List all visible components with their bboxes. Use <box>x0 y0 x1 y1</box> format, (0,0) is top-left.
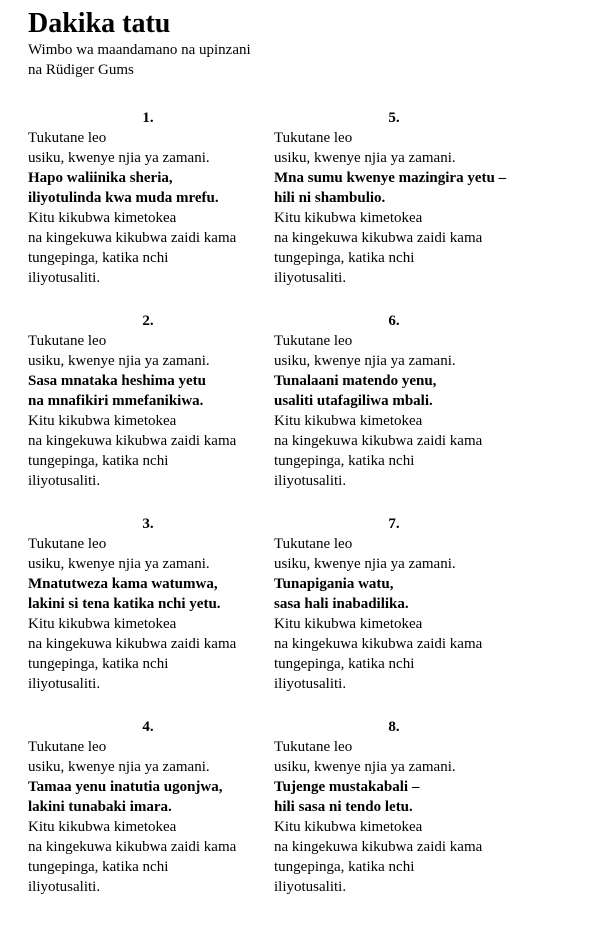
verse-number: 3. <box>142 516 154 532</box>
verse-line: Tukutane leo <box>28 536 107 552</box>
verse-line-bold: usaliti utafagiliwa mbali. <box>274 393 433 409</box>
verse <box>28 717 274 897</box>
verse <box>28 108 274 288</box>
verse-line-bold: lakini tunabaki imara. <box>28 799 172 815</box>
verse-line: usiku, kwenye njia ya zamani. <box>28 556 210 572</box>
verse <box>28 311 274 491</box>
verse-line: Kitu kikubwa kimetokea <box>28 210 177 226</box>
verse-line: Tukutane leo <box>28 739 107 755</box>
verse-line: Kitu kikubwa kimetokea <box>28 616 177 632</box>
verse-line: Tukutane leo <box>28 130 107 146</box>
verse-line-bold: Sasa mnataka heshima yetu <box>28 373 206 389</box>
verse-line-bold: Tunapigania watu, <box>274 576 394 592</box>
song-subtitle <box>28 40 588 80</box>
lyrics-page <box>28 8 588 895</box>
verse-line: tungepinga, katika nchi <box>28 250 169 266</box>
verse-line: Kitu kikubwa kimetokea <box>28 413 177 429</box>
verse <box>274 514 520 694</box>
song-title: Dakika tatu <box>28 8 171 39</box>
verse <box>274 108 520 288</box>
verse-line: usiku, kwenye njia ya zamani. <box>28 150 210 166</box>
verse <box>28 514 274 694</box>
verse-line-bold: iliyotulinda kwa muda mrefu. <box>28 190 219 206</box>
verse-number: 7. <box>388 516 400 532</box>
verse-line: na kingekuwa kikubwa zaidi kama <box>274 433 483 449</box>
subtitle-description: Wimbo wa maandamano na upinzani <box>28 42 251 58</box>
verse-line: tungepinga, katika nchi <box>274 250 415 266</box>
verse-line: Kitu kikubwa kimetokea <box>274 210 423 226</box>
verse-line: tungepinga, katika nchi <box>28 859 169 875</box>
verse-line: usiku, kwenye njia ya zamani. <box>28 353 210 369</box>
verse-number: 2. <box>142 313 154 329</box>
subtitle-author: na Rüdiger Gums <box>28 62 134 78</box>
verse-line-bold: Tamaa yenu inatutia ugonjwa, <box>28 779 223 795</box>
verse-line: tungepinga, katika nchi <box>274 859 415 875</box>
verse-line: Kitu kikubwa kimetokea <box>274 616 423 632</box>
verse-line: Kitu kikubwa kimetokea <box>274 819 423 835</box>
verse-line: tungepinga, katika nchi <box>28 656 169 672</box>
verse-line: Tukutane leo <box>274 739 353 755</box>
verse-line: na kingekuwa kikubwa zaidi kama <box>28 636 237 652</box>
verse-number: 1. <box>142 110 154 126</box>
verse-line: iliyotusaliti. <box>28 473 101 489</box>
verse-line: tungepinga, katika nchi <box>274 656 415 672</box>
verse-line: usiku, kwenye njia ya zamani. <box>274 353 456 369</box>
verse-line: tungepinga, katika nchi <box>274 453 415 469</box>
verse-number: 5. <box>388 110 400 126</box>
verse-line: Kitu kikubwa kimetokea <box>274 413 423 429</box>
verse-line: iliyotusaliti. <box>28 270 101 286</box>
verse-line: usiku, kwenye njia ya zamani. <box>274 556 456 572</box>
verse <box>274 311 520 491</box>
verse-line: na kingekuwa kikubwa zaidi kama <box>28 839 237 855</box>
verse-line-bold: Hapo waliinika sheria, <box>28 170 173 186</box>
verse-line: iliyotusaliti. <box>274 879 347 895</box>
verse-line: Tukutane leo <box>28 333 107 349</box>
verse-line: Tukutane leo <box>274 130 353 146</box>
verse-line-bold: Mna sumu kwenye mazingira yetu – <box>274 170 507 186</box>
verse-line: tungepinga, katika nchi <box>28 453 169 469</box>
verse-line-bold: hili sasa ni tendo letu. <box>274 799 413 815</box>
verse-line: Kitu kikubwa kimetokea <box>28 819 177 835</box>
verse-line: usiku, kwenye njia ya zamani. <box>28 759 210 775</box>
verse-line-bold: Mnatutweza kama watumwa, <box>28 576 218 592</box>
verse-number: 6. <box>388 313 400 329</box>
verse-line-bold: lakini si tena katika nchi yetu. <box>28 596 221 612</box>
verse-line: na kingekuwa kikubwa zaidi kama <box>28 230 237 246</box>
verse-line: Tukutane leo <box>274 536 353 552</box>
verse-line: na kingekuwa kikubwa zaidi kama <box>274 839 483 855</box>
verse-number: 8. <box>388 719 400 735</box>
verse-line-bold: sasa hali inabadilika. <box>274 596 409 612</box>
verse-line: iliyotusaliti. <box>274 473 347 489</box>
verse-line: iliyotusaliti. <box>274 270 347 286</box>
verse-line-bold: Tujenge mustakabali – <box>274 779 420 795</box>
verse-line: iliyotusaliti. <box>28 879 101 895</box>
verse-line: iliyotusaliti. <box>28 676 101 692</box>
verse-line: usiku, kwenye njia ya zamani. <box>274 150 456 166</box>
verse-line-bold: hili ni shambulio. <box>274 190 386 206</box>
verse-line-bold: na mnafikiri mmefanikiwa. <box>28 393 204 409</box>
verse-number: 4. <box>142 719 154 735</box>
verse <box>274 717 520 897</box>
verse-line: iliyotusaliti. <box>274 676 347 692</box>
verse-line: na kingekuwa kikubwa zaidi kama <box>274 230 483 246</box>
verse-line: usiku, kwenye njia ya zamani. <box>274 759 456 775</box>
verse-line: na kingekuwa kikubwa zaidi kama <box>274 636 483 652</box>
verse-line: Tukutane leo <box>274 333 353 349</box>
verses-grid <box>28 108 520 897</box>
verse-line-bold: Tunalaani matendo yenu, <box>274 373 437 389</box>
verse-line: na kingekuwa kikubwa zaidi kama <box>28 433 237 449</box>
